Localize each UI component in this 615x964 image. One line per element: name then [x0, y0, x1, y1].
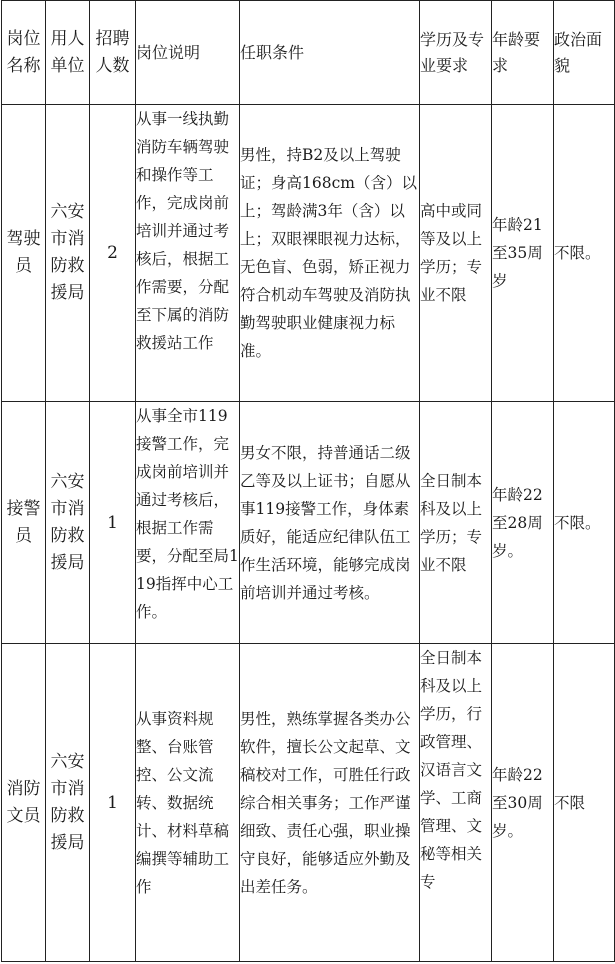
header-unit: 用人单位 [46, 1, 90, 105]
age-requirement: 年龄21至35周岁 [492, 105, 554, 402]
political-status: 不限。 [554, 402, 615, 644]
table-row [2, 402, 615, 644]
requirements: 男性，持B2及以上驾驶证；身高168cm（含）以上；驾龄满3年（含）以上；双眼裸眼视力达标，无色盲、色弱，矫正视力符合机动车驾驶及消防执勤驾驶职业健康视力标准。 [240, 105, 420, 402]
education: 全日制本科及以上学历；专业不限 [420, 402, 492, 644]
header-cond: 任职条件 [240, 1, 420, 105]
header-age: 年龄要求 [492, 1, 554, 105]
requirements: 男性，熟练掌握各类办公软件，擅长公文起草、文稿校对工作，可胜任行政综合相关事务；工作严谨细致、责任心强，职业操守良好，能够适应外勤及出差任务。 [240, 644, 420, 962]
headcount: 1 [90, 402, 136, 644]
requirements: 男女不限，持普通话二级乙等及以上证书；自愿从事119接警工作，身体素质好，能适应纪律队伍工作生活环境，能够完成岗前培训并通过考核。 [240, 402, 420, 644]
post-description: 从事资料规整、台账管控、公文流转、数据统计、材料草稿编撰等辅助工作 [136, 644, 240, 962]
header-pol: 政治面貌 [554, 1, 615, 105]
headcount: 1 [90, 644, 136, 962]
employer: 六安市消防救援局 [46, 644, 90, 962]
recruitment-table [1, 0, 615, 962]
age-requirement: 年龄22至30周岁。 [492, 644, 554, 962]
table-row [2, 644, 615, 962]
post-description: 从事一线执勤消防车辆驾驶和操作等工作，完成岗前培训并通过考核后，根据工作需要，分配至下属的消防救援站工作 [136, 105, 240, 402]
education: 高中或同等及以上学历；专业不限 [420, 105, 492, 402]
header-desc: 岗位说明 [136, 1, 240, 105]
political-status: 不限。 [554, 105, 615, 402]
political-status: 不限 [554, 644, 615, 962]
employer: 六安市消防救援局 [46, 105, 90, 402]
header-post: 岗位名称 [2, 1, 46, 105]
post-name: 接警员 [2, 402, 46, 644]
post-description: 从事全市119接警工作，完成岗前培训并通过考核后，根据工作需要，分配至局119指挥中心工作。 [136, 402, 240, 644]
post-name: 消防文员 [2, 644, 46, 962]
header-edu: 学历及专业要求 [420, 1, 492, 105]
headcount: 2 [90, 105, 136, 402]
header-row [2, 1, 615, 105]
post-name: 驾驶员 [2, 105, 46, 402]
age-requirement: 年龄22至28周岁。 [492, 402, 554, 644]
header-count: 招聘人数 [90, 1, 136, 105]
education: 全日制本科及以上学历，行政管理、汉语言文学、工商管理、文秘等相关专 [420, 644, 492, 962]
table-row [2, 105, 615, 402]
employer: 六安市消防救援局 [46, 402, 90, 644]
